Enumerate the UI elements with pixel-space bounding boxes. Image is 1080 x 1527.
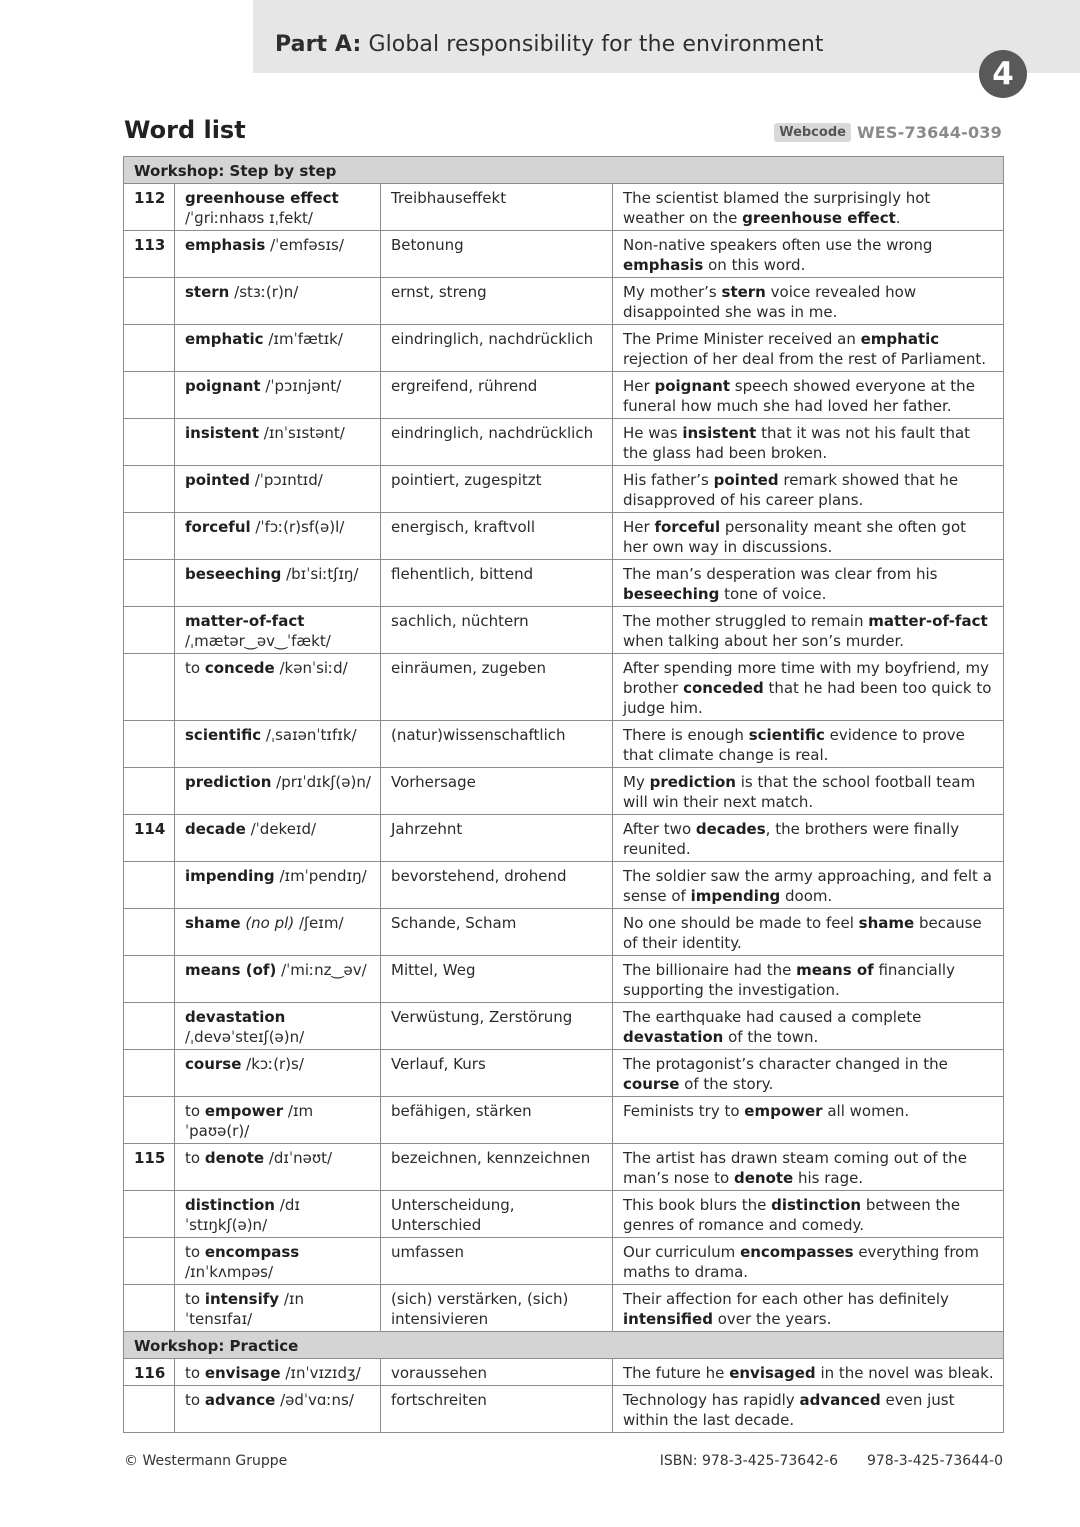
headword bbox=[175, 909, 381, 956]
example-sentence bbox=[613, 419, 1004, 466]
example-text: Feminists try to bbox=[623, 1102, 745, 1120]
example-text: on this word. bbox=[703, 256, 806, 274]
page-number bbox=[124, 325, 175, 372]
example-text: Her bbox=[623, 377, 655, 395]
example-text: over the years. bbox=[712, 1310, 832, 1328]
german-translation: Unterscheidung, Unterschied bbox=[381, 1191, 613, 1238]
chapter-badge: 4 bbox=[979, 50, 1027, 98]
example-text: After two bbox=[623, 820, 696, 838]
phonetic: /ˈemfəsɪs/ bbox=[270, 236, 344, 254]
term: beseeching bbox=[185, 565, 282, 583]
example-text: The future he bbox=[623, 1364, 730, 1382]
example-text: The earthquake had caused a complete bbox=[623, 1008, 922, 1026]
example-sentence bbox=[613, 1050, 1004, 1097]
example-sentence bbox=[613, 654, 1004, 721]
headword bbox=[175, 184, 381, 231]
example-sentence bbox=[613, 721, 1004, 768]
term: empower bbox=[204, 1102, 284, 1120]
example-text: The mother struggled to remain bbox=[623, 612, 869, 630]
example-highlight: emphatic bbox=[860, 330, 940, 348]
term: forceful bbox=[185, 518, 251, 536]
example-text: The billionaire had the bbox=[623, 961, 797, 979]
phonetic: /ˌmætər‿əv‿ˈfækt/ bbox=[185, 632, 331, 650]
page-number: 115 bbox=[124, 1144, 175, 1191]
example-text: The man’s desperation was clear from his bbox=[623, 565, 938, 583]
table-row bbox=[124, 278, 1004, 325]
example-text: , the brothers were finally reunited. bbox=[623, 820, 960, 858]
page-number bbox=[124, 1191, 175, 1238]
example-text: The protagonist’s character changed in the bbox=[623, 1055, 948, 1073]
table-row bbox=[124, 184, 1004, 231]
phonetic: /ˈdekeɪd/ bbox=[250, 820, 317, 838]
table-row bbox=[124, 372, 1004, 419]
example-sentence bbox=[613, 1359, 1004, 1386]
table-row bbox=[124, 1386, 1004, 1433]
headword bbox=[175, 419, 381, 466]
phonetic: /ˌsaɪənˈtɪfɪk/ bbox=[265, 726, 357, 744]
example-text: Their affection for each other has definitely bbox=[623, 1290, 949, 1308]
term: emphatic bbox=[185, 330, 264, 348]
example-highlight: shame bbox=[858, 914, 915, 932]
webcode-value: WES-73644-039 bbox=[856, 123, 1002, 142]
german-translation: umfassen bbox=[381, 1238, 613, 1285]
headword bbox=[175, 372, 381, 419]
example-sentence bbox=[613, 862, 1004, 909]
phonetic: /kɔː(r)s/ bbox=[246, 1055, 304, 1073]
example-highlight: poignant bbox=[654, 377, 731, 395]
example-highlight: beseeching bbox=[623, 585, 720, 603]
page-number bbox=[124, 909, 175, 956]
example-text: There is enough bbox=[623, 726, 749, 744]
german-translation: Treibhauseffekt bbox=[381, 184, 613, 231]
german-translation: voraussehen bbox=[381, 1359, 613, 1386]
term: insistent bbox=[185, 424, 260, 442]
page-number bbox=[124, 721, 175, 768]
term: matter-of-fact bbox=[185, 612, 305, 630]
german-translation: Verlauf, Kurs bbox=[381, 1050, 613, 1097]
isbn-block bbox=[660, 1453, 1003, 1469]
term-prefix: to bbox=[185, 1102, 205, 1120]
term: encompass bbox=[204, 1243, 300, 1261]
example-text: My mother’s bbox=[623, 283, 722, 301]
page-number bbox=[124, 607, 175, 654]
example-highlight: scientific bbox=[748, 726, 825, 744]
german-translation: Mittel, Weg bbox=[381, 956, 613, 1003]
example-text: My bbox=[623, 773, 650, 791]
example-sentence bbox=[613, 607, 1004, 654]
grammar-note: (no pl) bbox=[245, 914, 295, 932]
example-text: even just within the last decade. bbox=[623, 1391, 955, 1429]
example-sentence bbox=[613, 513, 1004, 560]
german-translation: Verwüstung, Zerstörung bbox=[381, 1003, 613, 1050]
term: distinction bbox=[185, 1196, 275, 1214]
example-highlight: course bbox=[623, 1075, 680, 1093]
german-translation: ernst, streng bbox=[381, 278, 613, 325]
page-number bbox=[124, 1097, 175, 1144]
term: stern bbox=[185, 283, 230, 301]
term: course bbox=[185, 1055, 242, 1073]
example-text: that he had been too quick to judge him. bbox=[623, 679, 992, 717]
example-highlight: insistent bbox=[682, 424, 757, 442]
page-number bbox=[124, 768, 175, 815]
page-number bbox=[124, 419, 175, 466]
headword bbox=[175, 1144, 381, 1191]
german-translation: befähigen, stärken bbox=[381, 1097, 613, 1144]
phonetic: /kənˈsiːd/ bbox=[279, 659, 348, 677]
headword bbox=[175, 815, 381, 862]
term: greenhouse effect bbox=[185, 189, 339, 207]
page-number: 114 bbox=[124, 815, 175, 862]
headword bbox=[175, 1097, 381, 1144]
example-highlight: denote bbox=[733, 1169, 794, 1187]
example-text: of the story. bbox=[679, 1075, 774, 1093]
page-number bbox=[124, 1003, 175, 1050]
example-text: his rage. bbox=[793, 1169, 864, 1187]
page-number bbox=[124, 654, 175, 721]
example-sentence bbox=[613, 372, 1004, 419]
page-number bbox=[124, 1386, 175, 1433]
example-sentence bbox=[613, 768, 1004, 815]
part-label: Part A: bbox=[275, 32, 362, 57]
example-text: tone of voice. bbox=[719, 585, 827, 603]
headword bbox=[175, 1050, 381, 1097]
term: prediction bbox=[185, 773, 272, 791]
term-prefix: to bbox=[185, 1243, 205, 1261]
term: emphasis bbox=[185, 236, 266, 254]
example-highlight: advanced bbox=[799, 1391, 881, 1409]
example-text: that it was not his fault that the glass had been broken. bbox=[623, 424, 971, 462]
example-text: is that the school football team will win their next match. bbox=[623, 773, 976, 811]
example-highlight: envisaged bbox=[729, 1364, 816, 1382]
example-text: After spending more time with my boyfriend, my brother bbox=[623, 659, 989, 697]
term: means (of) bbox=[185, 961, 277, 979]
example-highlight: emphasis bbox=[623, 256, 704, 274]
example-text: His father’s bbox=[623, 471, 714, 489]
page-number bbox=[124, 560, 175, 607]
table-row bbox=[124, 654, 1004, 721]
phonetic: /ɪmˈpendɪŋ/ bbox=[279, 867, 367, 885]
german-translation: fortschreiten bbox=[381, 1386, 613, 1433]
example-highlight: stern bbox=[721, 283, 766, 301]
term: scientific bbox=[185, 726, 262, 744]
example-text: of the town. bbox=[723, 1028, 819, 1046]
example-highlight: prediction bbox=[649, 773, 736, 791]
phonetic: /stɜː(r)n/ bbox=[234, 283, 299, 301]
copyright: © Westermann Gruppe bbox=[124, 1453, 288, 1469]
headword bbox=[175, 768, 381, 815]
phonetic: /ədˈvɑːns/ bbox=[280, 1391, 354, 1409]
german-translation: ergreifend, rührend bbox=[381, 372, 613, 419]
term-prefix: to bbox=[185, 659, 205, 677]
german-translation: Jahrzehnt bbox=[381, 815, 613, 862]
phonetic: /bɪˈsiːtʃɪŋ/ bbox=[286, 565, 359, 583]
term: poignant bbox=[185, 377, 261, 395]
table-row bbox=[124, 466, 1004, 513]
table-row bbox=[124, 513, 1004, 560]
page-number bbox=[124, 1285, 175, 1332]
headword bbox=[175, 513, 381, 560]
term: envisage bbox=[204, 1364, 281, 1382]
example-sentence bbox=[613, 815, 1004, 862]
example-sentence bbox=[613, 1003, 1004, 1050]
table-row bbox=[124, 419, 1004, 466]
example-highlight: forceful bbox=[654, 518, 721, 536]
term: shame bbox=[185, 914, 241, 932]
example-highlight: conceded bbox=[683, 679, 764, 697]
example-sentence bbox=[613, 231, 1004, 278]
example-sentence bbox=[613, 1386, 1004, 1433]
example-text: when talking about her son’s murder. bbox=[623, 632, 905, 650]
example-text: rejection of her deal from the rest of Parliament. bbox=[623, 350, 987, 368]
example-text: speech showed everyone at the funeral how much she had loved her father. bbox=[623, 377, 975, 415]
webcode bbox=[774, 123, 1002, 142]
term: advance bbox=[204, 1391, 276, 1409]
section-header bbox=[124, 1332, 1004, 1359]
table-row bbox=[124, 607, 1004, 654]
phonetic: /ˈpɔɪnjənt/ bbox=[265, 377, 342, 395]
example-sentence bbox=[613, 1144, 1004, 1191]
example-highlight: impending bbox=[690, 887, 781, 905]
page-number bbox=[124, 278, 175, 325]
phonetic: /ɪnˈsɪstənt/ bbox=[263, 424, 345, 442]
example-text: evidence to prove that climate change is real. bbox=[623, 726, 965, 764]
term-prefix: to bbox=[185, 1149, 205, 1167]
headword bbox=[175, 654, 381, 721]
page-number: 113 bbox=[124, 231, 175, 278]
table-row bbox=[124, 1191, 1004, 1238]
example-text: No one should be made to feel bbox=[623, 914, 859, 932]
page-number bbox=[124, 1238, 175, 1285]
page-number bbox=[124, 1050, 175, 1097]
german-translation: Vorhersage bbox=[381, 768, 613, 815]
example-sentence bbox=[613, 184, 1004, 231]
term: devastation bbox=[185, 1008, 286, 1026]
phonetic: /ʃeɪm/ bbox=[298, 914, 344, 932]
example-text: This book blurs the bbox=[623, 1196, 772, 1214]
table-row bbox=[124, 721, 1004, 768]
word-list-body bbox=[124, 157, 1004, 1433]
example-text: Non-native speakers often use the wrong bbox=[623, 236, 933, 254]
example-text: The Prime Minister received an bbox=[623, 330, 861, 348]
headword bbox=[175, 325, 381, 372]
example-text: doom. bbox=[780, 887, 833, 905]
example-text: . bbox=[895, 209, 901, 227]
section-header bbox=[124, 157, 1004, 184]
page-number bbox=[124, 956, 175, 1003]
headword bbox=[175, 862, 381, 909]
example-text: remark showed that he disapproved of his career plans. bbox=[623, 471, 959, 509]
isbn-1: ISBN: 978-3-425-73642-6 bbox=[659, 1453, 838, 1469]
example-text: all women. bbox=[822, 1102, 910, 1120]
word-list-table bbox=[123, 156, 1004, 1433]
example-sentence bbox=[613, 1238, 1004, 1285]
headword bbox=[175, 956, 381, 1003]
table-row bbox=[124, 1238, 1004, 1285]
phonetic: /ɪmˈpaʊə(r)/ bbox=[185, 1102, 314, 1140]
example-text: because of their identity. bbox=[623, 914, 982, 952]
word-list-title: Word list bbox=[124, 116, 246, 144]
phonetic: /ˌdevəˈsteɪʃ(ə)n/ bbox=[185, 1028, 305, 1046]
table-row bbox=[124, 1003, 1004, 1050]
term-prefix: to bbox=[185, 1290, 205, 1308]
example-sentence bbox=[613, 1191, 1004, 1238]
example-text: The scientist blamed the surprisingly hot weather on the bbox=[623, 189, 931, 227]
section-title: Workshop: Practice bbox=[124, 1332, 1004, 1359]
term: concede bbox=[204, 659, 275, 677]
example-highlight: greenhouse effect bbox=[742, 209, 896, 227]
german-translation: Schande, Scham bbox=[381, 909, 613, 956]
phonetic: /dɪˈstɪŋkʃ(ə)n/ bbox=[185, 1196, 300, 1234]
table-row bbox=[124, 862, 1004, 909]
german-translation: eindringlich, nachdrücklich bbox=[381, 419, 613, 466]
headword bbox=[175, 1238, 381, 1285]
german-translation: (sich) verstärken, (sich) intensivieren bbox=[381, 1285, 613, 1332]
phonetic: /prɪˈdɪkʃ(ə)n/ bbox=[276, 773, 371, 791]
table-row bbox=[124, 1285, 1004, 1332]
example-text: Technology has rapidly bbox=[623, 1391, 800, 1409]
example-sentence bbox=[613, 325, 1004, 372]
term: pointed bbox=[185, 471, 250, 489]
term: intensify bbox=[204, 1290, 280, 1308]
german-translation: bezeichnen, kennzeichnen bbox=[381, 1144, 613, 1191]
example-text: personality meant she often got her own way in discussions. bbox=[623, 518, 966, 556]
section-title: Workshop: Step by step bbox=[124, 157, 1004, 184]
table-row bbox=[124, 956, 1004, 1003]
headword bbox=[175, 1003, 381, 1050]
example-text: The soldier saw the army approaching, and felt a sense of bbox=[623, 867, 992, 905]
german-translation: einräumen, zugeben bbox=[381, 654, 613, 721]
example-highlight: pointed bbox=[713, 471, 779, 489]
example-text: in the novel was bleak. bbox=[815, 1364, 994, 1382]
example-highlight: encompasses bbox=[740, 1243, 854, 1261]
german-translation: pointiert, zugespitzt bbox=[381, 466, 613, 513]
isbn-2: 978-3-425-73644-0 bbox=[866, 1453, 1003, 1469]
term-prefix: to bbox=[185, 1391, 205, 1409]
example-highlight: decades bbox=[695, 820, 766, 838]
example-text: The artist has drawn steam coming out of the man’s nose to bbox=[623, 1149, 967, 1187]
example-sentence bbox=[613, 1097, 1004, 1144]
term-prefix: to bbox=[185, 1364, 205, 1382]
phonetic: /ˈɡriːnhaʊs ɪˌfekt/ bbox=[185, 209, 313, 227]
phonetic: /ˈfɔː(r)sf(ə)l/ bbox=[255, 518, 345, 536]
example-highlight: means of bbox=[796, 961, 874, 979]
table-row bbox=[124, 325, 1004, 372]
page-title bbox=[275, 32, 824, 57]
table-row bbox=[124, 909, 1004, 956]
example-text: He was bbox=[623, 424, 683, 442]
example-sentence bbox=[613, 466, 1004, 513]
example-text: Her bbox=[623, 518, 655, 536]
example-text: everything from maths to drama. bbox=[623, 1243, 979, 1281]
phonetic: /ɪnˈtensɪfaɪ/ bbox=[185, 1290, 304, 1328]
part-title: Global responsibility for the environment bbox=[368, 32, 824, 57]
german-translation: Betonung bbox=[381, 231, 613, 278]
headword bbox=[175, 560, 381, 607]
example-text: financially supporting the investigation. bbox=[623, 961, 955, 999]
example-sentence bbox=[613, 956, 1004, 1003]
headword bbox=[175, 1386, 381, 1433]
headword bbox=[175, 607, 381, 654]
german-translation: (natur)wissenschaftlich bbox=[381, 721, 613, 768]
table-row bbox=[124, 231, 1004, 278]
phonetic: /ɪnˈkʌmpəs/ bbox=[185, 1263, 274, 1281]
table-row bbox=[124, 1050, 1004, 1097]
german-translation: energisch, kraftvoll bbox=[381, 513, 613, 560]
example-text: Our curriculum bbox=[623, 1243, 741, 1261]
term: decade bbox=[185, 820, 246, 838]
table-row bbox=[124, 768, 1004, 815]
table-row bbox=[124, 1144, 1004, 1191]
example-highlight: intensified bbox=[623, 1310, 713, 1328]
example-text: voice revealed how disappointed she was in me. bbox=[623, 283, 917, 321]
page-number bbox=[124, 466, 175, 513]
page-number bbox=[124, 862, 175, 909]
example-highlight: matter-of-fact bbox=[868, 612, 988, 630]
headword bbox=[175, 466, 381, 513]
term: denote bbox=[204, 1149, 265, 1167]
german-translation: eindringlich, nachdrücklich bbox=[381, 325, 613, 372]
table-row bbox=[124, 1359, 1004, 1386]
example-sentence bbox=[613, 909, 1004, 956]
example-highlight: empower bbox=[744, 1102, 823, 1120]
german-translation: bevorstehend, drohend bbox=[381, 862, 613, 909]
phonetic: /dɪˈnəʊt/ bbox=[268, 1149, 333, 1167]
phonetic: /ɪnˈvɪzɪdʒ/ bbox=[285, 1364, 361, 1382]
headword bbox=[175, 231, 381, 278]
phonetic: /ˈmiːnz‿əv/ bbox=[281, 961, 367, 979]
table-row bbox=[124, 815, 1004, 862]
example-highlight: devastation bbox=[623, 1028, 724, 1046]
headword bbox=[175, 278, 381, 325]
german-translation: flehentlich, bittend bbox=[381, 560, 613, 607]
headword bbox=[175, 1285, 381, 1332]
page-number: 112 bbox=[124, 184, 175, 231]
example-text: between the genres of romance and comedy. bbox=[623, 1196, 961, 1234]
page-number: 116 bbox=[124, 1359, 175, 1386]
headword bbox=[175, 1359, 381, 1386]
phonetic: /ɪmˈfætɪk/ bbox=[268, 330, 343, 348]
page-number bbox=[124, 372, 175, 419]
page-number bbox=[124, 513, 175, 560]
headword bbox=[175, 721, 381, 768]
phonetic: /ˈpɔɪntɪd/ bbox=[254, 471, 323, 489]
example-highlight: distinction bbox=[771, 1196, 862, 1214]
term: impending bbox=[185, 867, 275, 885]
example-sentence bbox=[613, 1285, 1004, 1332]
example-sentence bbox=[613, 560, 1004, 607]
webcode-label: Webcode bbox=[774, 123, 851, 142]
headword bbox=[175, 1191, 381, 1238]
german-translation: sachlich, nüchtern bbox=[381, 607, 613, 654]
table-row bbox=[124, 1097, 1004, 1144]
table-row bbox=[124, 560, 1004, 607]
example-sentence bbox=[613, 278, 1004, 325]
